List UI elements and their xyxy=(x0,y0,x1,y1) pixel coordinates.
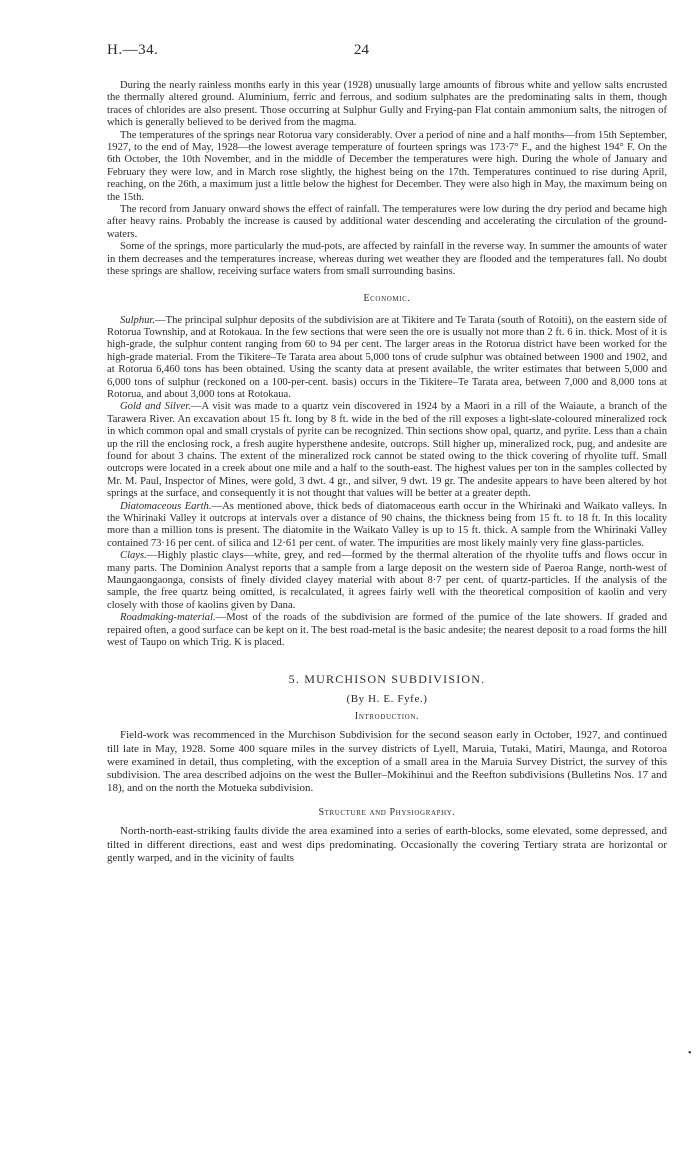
paragraph-sulphur xyxy=(107,315,667,402)
paragraph-roadmaking xyxy=(107,612,667,649)
paragraph-gold-silver xyxy=(107,401,667,500)
paragraph-introduction: Field-work was recommenced in the Murchison Subdivision for the second season early in October, 1927, and continued till late in May, 1928. Some 400 square miles in the survey districts of Lyell, Maruia, Tutaki, Matiri, Maunga, and Rotoroa were examined in detail, thus completing, with the exception of a small area in the Maruia Survey District, the survey of this subdivision. The area described adjoins on the west the Buller–Mokihinui and the Reefton subdivisions (Bulletins Nos. 17 and 18), and on the north the Motueka subdivision. xyxy=(107,729,667,795)
text-clays: —Highly plastic clays—white, grey, and red—formed by the thermal alteration of the rhyolite tuffs and flows occur in many parts. The Dominion Analyst reports that a sample from a large deposit on the western side of Paeroa Range, north-west of Maungaongaonga, consists of finely divided clayey material with about 8·7 per cent. of quartz-particles. If the analysis of the sample, the free quartz being omitted, is recalculated, it agrees fairly well with the theoretical composition of kaolin and very closely with those of kaolins given by Dana. xyxy=(107,550,667,611)
subheading-roadmaking: Roadmaking-material. xyxy=(120,612,216,624)
section-title-murchison: 5. MURCHISON SUBDIVISION. xyxy=(288,672,486,687)
subheading-sulphur: Sulphur. xyxy=(120,314,156,326)
text-diatomaceous-earth: —As mentioned above, thick beds of diatomaceous earth occur in the Whirinaki and Waikato valleys. In the Whirinaki Valley it outcrops at intervals over a distance of 90 chains, the thickness being from 15 ft. to 18 ft. In this locality more than a million tons is present. The diatomite in the Waikato Valley is up to 15 ft. thick. A sample from the Whirinaki Valley contained 73·16 per cent. of silica and 12·61 per cent. of water. The impurities are most likely mainly very fine glass-particles. xyxy=(107,500,667,549)
author-line: (By H. E. Fyfe.) xyxy=(346,693,428,706)
margin-mark: • xyxy=(688,1048,692,1059)
text-roadmaking: —Most of the roads of the subdivision are formed of the pumice of the late showers. If graded and repaired often, a good surface can be kept on it. The best road-metal is the basic andesite; the nearest deposit to a road forms the hill west of Taupo on which Trig. K is placed. xyxy=(107,612,667,649)
text-gold-silver: —A visit was made to a quartz vein discovered in 1924 by a Maori in a rill of the Waiaute, a branch of the Tarawera River. An excavation about 15 ft. long by 8 ft. wide in the bed of the rill exposes a light-slate-coloured mineralized rock in which common opal and small crystals of pyrite can be recognized. Thin sections show opal, quartz, and pyrite. Less than a chain up the rill the enclosing rock, a fresh augite hypersthene andesite, outcrops. Still higher up, mineralized rock, pug, and andesite are found for about 3 chains. The extent of the mineralized rock cannot be stated owing to the thick covering of rhyolite tuff. Small outcrops were located in a creek about one mile and a half to the south-east. The highest values per ton in the samples collected by Mr. M. Paul, Inspector of Mines, were gold, 3 dwt. 4 gr., and silver, 9 dwt. 19 gr. The andesite appears to have been altered by hot springs at the surface, and consequently it is not thought that values will be better at a greater depth. xyxy=(107,401,667,500)
page-body xyxy=(107,80,667,865)
text-sulphur: —The principal sulphur deposits of the subdivision are at Tikitere and Te Tarata (south of Rotoiti), on the eastern side of Rotorua Township, and at Rotokaua. In the few sections that were seen the ore is usually not more than 2 ft. 6 in. thick. Most of it is high-grade, the sulphur content ranging from 60 to 94 per cent. The larger areas in the Rotorua district have been worked for the high-grade material. From the Tikitere–Te Tarata area about 5,000 tons of crude sulphur was obtained between 1900 and 1902, and at Rotorua 6,460 tons has been obtained. Using the scanty data at present available, the writer estimates that between 5,000 and 6,000 tons of sulphur (reckoned on a 100-per-cent. basis) occurs in the Tikitere–Te Tarata area, between 7,000 and 8,000 tons at Rotorua, and about 3,000 tons at Rotokaua. xyxy=(107,314,667,400)
section-heading-economic: Economic. xyxy=(363,292,411,304)
paragraph-diatomaceous-earth xyxy=(107,501,667,551)
paragraph-fibrous-salts: During the nearly rainless months early in this year (1928) unusually large amounts of fibrous white and yellow salts encrusted the thermally altered ground. Aluminium, ferric and ferrous, and sodium sulphates are the predominating salts in them, though traces of chlorides are also present. Those occurring at Sulphur Gully and Frying-pan Flat contain ammonium salts, the nitrogen of which is generally believed to be derived from the magma. xyxy=(107,80,667,129)
subheading-gold-silver: Gold and Silver. xyxy=(120,401,191,413)
paragraph-mud-pots: Some of the springs, more particularly the mud-pots, are affected by rainfall in the reverse way. In summer the amounts of water in them decreases and the temperatures increase, whereas during wet weather they are flooded and the temperatures fall. No doubt these springs are shallow, receiving surface waters from small surrounding basins. xyxy=(107,241,667,278)
section-heading-introduction: Introduction. xyxy=(354,711,420,723)
paragraph-rainfall-effect: The record from January onward shows the effect of rainfall. The temperatures were low during the dry period and became high after heavy rains. Probably the increase is caused by additional water descending and accelerating the circulation of the ground-waters. xyxy=(107,204,667,240)
section-heading-structure: Structure and Physiography. xyxy=(318,807,456,819)
page-header xyxy=(107,42,660,66)
page-number: 24 xyxy=(354,42,369,58)
document-reference: H.—34. xyxy=(107,42,159,58)
paragraph-spring-temperatures: The temperatures of the springs near Rotorua vary considerably. Over a period of nine and a half months—from 15th September, 1927, to the end of May, 1928—the lowest average temperature of fourteen springs was 173·7° F., and the highest 194° F. On the 6th October, the 10th November, and in the middle of December the temperatures were high. During the whole of January and February they were low, and in March rose slightly, the highest being on the 17th. Temperatures continued to rise during April, reaching, on the 26th, a maximum just a little below the highest for December. They were also high in May, the maximum being on the 15th. xyxy=(107,129,667,203)
subheading-clays: Clays. xyxy=(120,550,147,562)
paragraph-structure: North-north-east-striking faults divide the area examined into a series of earth-blocks, some elevated, some depressed, and tilted in different directions, east and west dips predominating. Occasionally the covering Tertiary strata are horizontal or gently warped, and in the vicinity of faults xyxy=(107,825,667,864)
subheading-diatomaceous-earth: Diatomaceous Earth. xyxy=(120,500,212,512)
paragraph-clays xyxy=(107,550,667,612)
